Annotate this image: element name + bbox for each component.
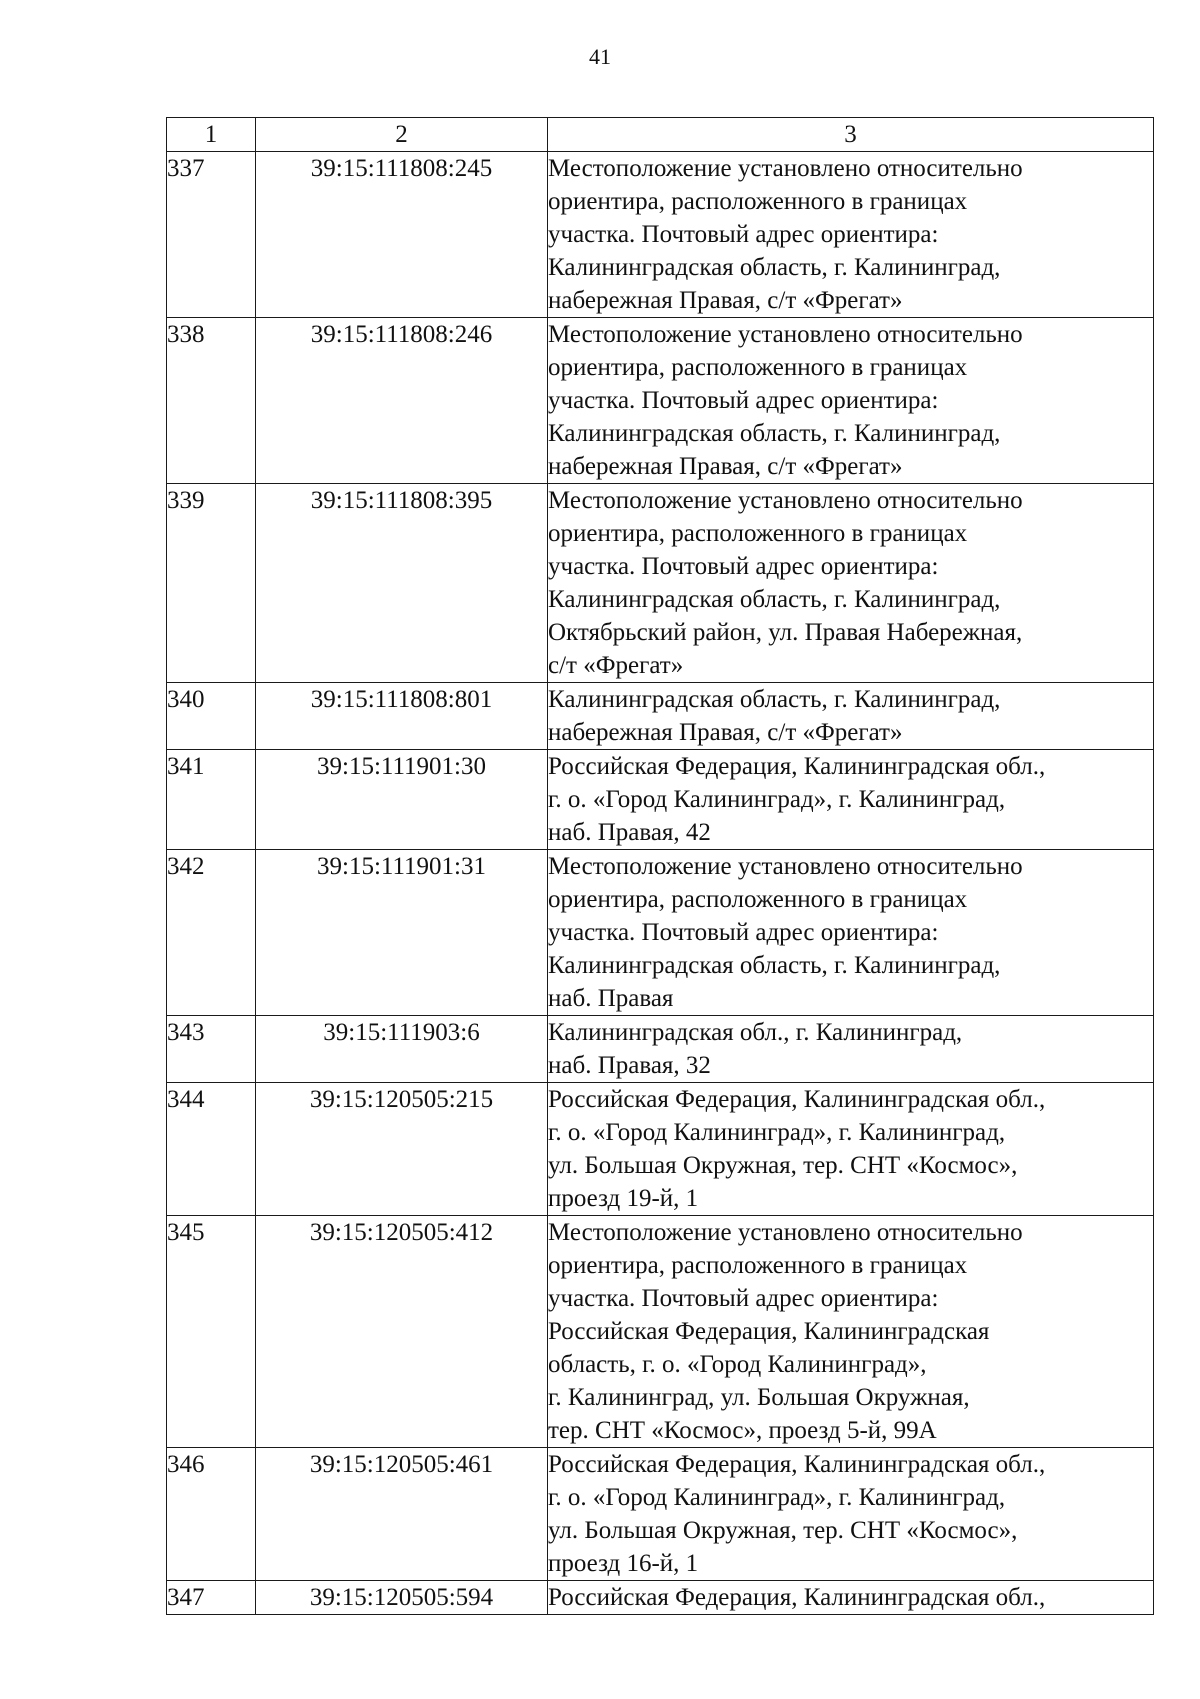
address-line: Местоположение установлено относительно (548, 487, 1023, 514)
address-line: ул. Большая Окружная, тер. СНТ «Космос», (548, 1517, 1018, 1544)
address-line: г. о. «Город Калининград», г. Калининград, (548, 1484, 1006, 1511)
row-number: 345 (167, 1216, 256, 1448)
address-line: г. о. «Город Калининград», г. Калининград, (548, 1119, 1006, 1146)
address-cell (548, 1083, 1154, 1216)
address-line: ориентира, расположенного в границах (548, 520, 968, 547)
cadastral-number: 39:15:120505:461 (256, 1448, 548, 1581)
row-number: 338 (167, 318, 256, 484)
address-line: Калининградская область, г. Калининград, (548, 952, 1001, 979)
table-row (167, 484, 1154, 683)
address-line: Калининградская область, г. Калининград, (548, 420, 1001, 447)
row-number: 344 (167, 1083, 256, 1216)
address-line: Калининградская обл., г. Калининград, (548, 1019, 963, 1046)
address-line: набережная Правая, с/т «Фрегат» (548, 287, 903, 314)
cadastral-number: 39:15:111808:246 (256, 318, 548, 484)
table-row (167, 1016, 1154, 1083)
address-line: Октябрьский район, ул. Правая Набережная, (548, 619, 1023, 646)
address-line: Российская Федерация, Калининградская обл., (548, 753, 1046, 780)
address-cell (548, 1448, 1154, 1581)
address-line: ориентира, расположенного в границах (548, 886, 968, 913)
table-row (167, 318, 1154, 484)
address-line: ул. Большая Окружная, тер. СНТ «Космос», (548, 1152, 1018, 1179)
address-line: Калининградская область, г. Калининград, (548, 686, 1001, 713)
row-number: 343 (167, 1016, 256, 1083)
row-number: 346 (167, 1448, 256, 1581)
table-row (167, 1216, 1154, 1448)
address-line: ориентира, расположенного в границах (548, 188, 968, 215)
address-cell (548, 750, 1154, 850)
address-line: набережная Правая, с/т «Фрегат» (548, 453, 903, 480)
address-line: наб. Правая, 32 (548, 1052, 711, 1079)
address-line: набережная Правая, с/т «Фрегат» (548, 719, 903, 746)
address-line: ориентира, расположенного в границах (548, 1252, 968, 1279)
table-row (167, 152, 1154, 318)
row-number: 347 (167, 1581, 256, 1615)
address-line: Местоположение установлено относительно (548, 853, 1023, 880)
cadastral-number: 39:15:120505:412 (256, 1216, 548, 1448)
address-cell (548, 1216, 1154, 1448)
cadastral-number: 39:15:111901:31 (256, 850, 548, 1016)
table-body (167, 152, 1154, 1615)
table-row (167, 850, 1154, 1016)
address-line: участка. Почтовый адрес ориентира: (548, 387, 939, 414)
table-row (167, 1083, 1154, 1216)
address-cell (548, 683, 1154, 750)
address-cell (548, 1581, 1154, 1615)
address-cell (548, 152, 1154, 318)
address-line: наб. Правая, 42 (548, 819, 711, 846)
row-number: 341 (167, 750, 256, 850)
table-header (167, 118, 1154, 152)
column-header-3: 3 (548, 118, 1154, 152)
cadastral-number: 39:15:120505:215 (256, 1083, 548, 1216)
address-line: Российская Федерация, Калининградская (548, 1318, 990, 1345)
address-line: Местоположение установлено относительно (548, 1219, 1023, 1246)
address-line: проезд 19-й, 1 (548, 1185, 699, 1212)
row-number: 342 (167, 850, 256, 1016)
table-row (167, 750, 1154, 850)
address-cell (548, 484, 1154, 683)
row-number: 340 (167, 683, 256, 750)
address-line: ориентира, расположенного в границах (548, 354, 968, 381)
address-line: участка. Почтовый адрес ориентира: (548, 553, 939, 580)
cadastral-table (166, 117, 1154, 1615)
header-row (167, 118, 1154, 152)
table-row (167, 1448, 1154, 1581)
address-line: Российская Федерация, Калининградская обл., (548, 1584, 1046, 1611)
column-header-1: 1 (167, 118, 256, 152)
address-cell (548, 318, 1154, 484)
cadastral-number: 39:15:111808:245 (256, 152, 548, 318)
address-line: Российская Федерация, Калининградская обл., (548, 1451, 1046, 1478)
address-line: Местоположение установлено относительно (548, 321, 1023, 348)
address-line: Калининградская область, г. Калининград, (548, 254, 1001, 281)
address-line: наб. Правая (548, 985, 674, 1012)
address-line: область, г. о. «Город Калининград», (548, 1351, 927, 1378)
address-line: проезд 16-й, 1 (548, 1550, 699, 1577)
table-row (167, 683, 1154, 750)
cadastral-number: 39:15:111808:801 (256, 683, 548, 750)
cadastral-number: 39:15:111903:6 (256, 1016, 548, 1083)
address-cell (548, 850, 1154, 1016)
address-line: участка. Почтовый адрес ориентира: (548, 919, 939, 946)
address-line: Российская Федерация, Калининградская обл., (548, 1086, 1046, 1113)
address-line: Калининградская область, г. Калининград, (548, 586, 1001, 613)
address-line: участка. Почтовый адрес ориентира: (548, 221, 939, 248)
address-line: Местоположение установлено относительно (548, 155, 1023, 182)
cadastral-number: 39:15:120505:594 (256, 1581, 548, 1615)
row-number: 337 (167, 152, 256, 318)
page-number: 41 (589, 44, 611, 69)
address-line: с/т «Фрегат» (548, 652, 684, 679)
address-line: участка. Почтовый адрес ориентира: (548, 1285, 939, 1312)
column-header-2: 2 (256, 118, 548, 152)
address-line: г. Калининград, ул. Большая Окружная, (548, 1384, 970, 1411)
table-row (167, 1581, 1154, 1615)
cadastral-number: 39:15:111808:395 (256, 484, 548, 683)
address-cell (548, 1016, 1154, 1083)
cadastral-number: 39:15:111901:30 (256, 750, 548, 850)
address-line: тер. СНТ «Космос», проезд 5-й, 99А (548, 1417, 937, 1444)
row-number: 339 (167, 484, 256, 683)
address-line: г. о. «Город Калининград», г. Калининград, (548, 786, 1006, 813)
